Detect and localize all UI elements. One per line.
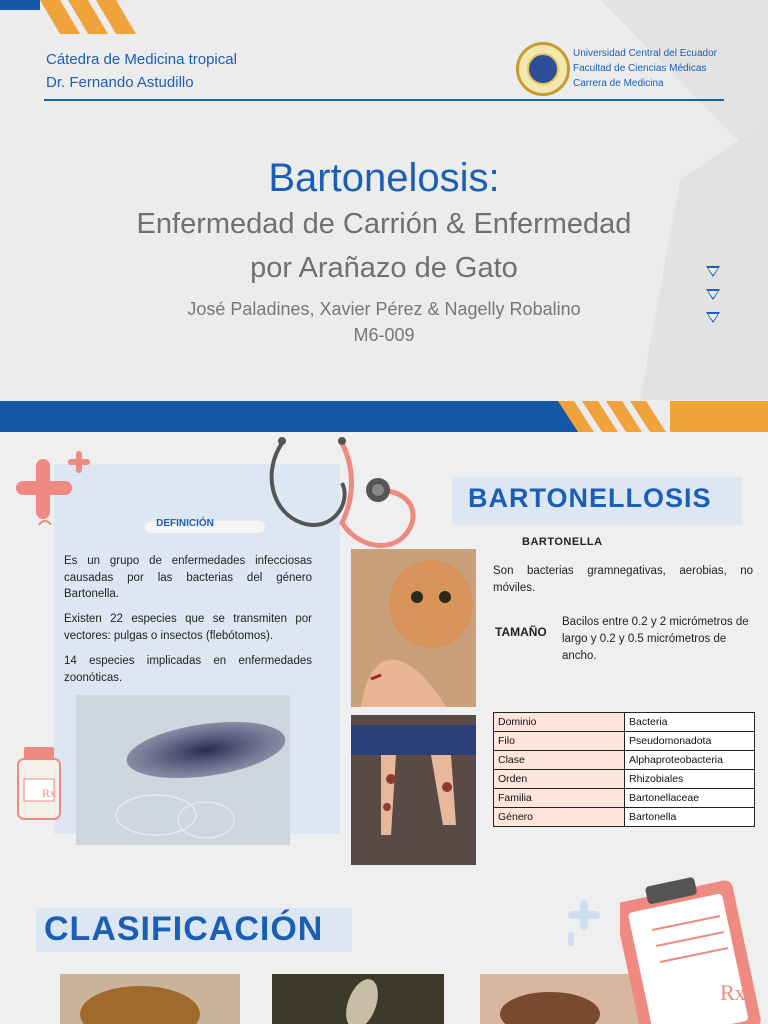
table-row: [494, 808, 755, 827]
table-row: [494, 751, 755, 770]
subtitle-line-1: Enfermedad de Carrión & Enfermedad: [136, 208, 632, 240]
table-row: [494, 713, 755, 732]
taxonomy-rank: Orden: [494, 770, 625, 789]
authors: José Paladines, Xavier Pérez & Nagelly Robalino: [187, 299, 581, 319]
taxonomy-value: Bartonella: [625, 808, 755, 827]
taxonomy-value: Pseudomonadota: [625, 732, 755, 751]
taxonomy-rank: Filo: [494, 732, 625, 751]
table-row: [494, 770, 755, 789]
svg-text:Rx: Rx: [720, 980, 746, 1005]
taxonomy-table: [493, 712, 755, 827]
definition-paragraph-3: 14 especies implicadas en enfermedades zoonóticas.: [64, 655, 312, 684]
table-row: [494, 789, 755, 808]
medicine-bottle-icon: [12, 745, 68, 841]
classification-heading-text: CLASIFICACIÓN: [44, 910, 324, 948]
university-name: Universidad Central del Ecuador: [573, 48, 717, 59]
career-name: Carrera de Medicina: [573, 78, 664, 89]
footer-stripes: [540, 401, 680, 432]
triangle-down-icon: [706, 312, 720, 323]
bartonella-description: Son bacterias gramnegativas, aerobias, no móviles.: [493, 565, 753, 594]
tamano-description: Bacilos entre 0.2 y 2 micrómetros de largo y 0.2 y 0.5 micrómetros de ancho.: [562, 616, 749, 662]
subtitle-line-2: por Arañazo de Gato: [250, 252, 518, 284]
authors-block: [0, 296, 768, 348]
group-code: M6-009: [353, 325, 415, 345]
title-slide: [0, 0, 768, 432]
definition-paragraph-1: Es un grupo de enfermedades infecciosas causadas por las bacterias del género Bartonella.: [64, 555, 312, 600]
tamano-label: TAMAÑO: [495, 625, 547, 639]
bartonellosis-heading: [452, 477, 742, 525]
university-seal-icon: [516, 42, 570, 96]
taxonomy-value: Bacteria: [625, 713, 755, 732]
taxonomy-rank: Familia: [494, 789, 625, 808]
faculty-name: Facultad de Ciencias Médicas: [573, 63, 707, 74]
course-name: Cátedra de Medicina tropical: [46, 51, 237, 68]
page-title: Bartonelosis:: [268, 156, 500, 200]
definition-paragraph-2: Existen 22 especies que se transmiten por vectores: pulgas o insectos (flebótomos).: [64, 613, 312, 642]
bartonella-label: BARTONELLA: [522, 536, 603, 548]
triangle-down-icon: [706, 289, 720, 300]
classification-heading: [36, 908, 352, 952]
bartonellosis-heading-text: BARTONELLOSIS: [468, 483, 712, 513]
triangle-down-icon: [706, 266, 720, 277]
classification-slide: [0, 866, 768, 1024]
top-stripes-decoration: [0, 0, 160, 34]
sparkle-plus-icon: [560, 896, 610, 946]
content-slide: [0, 433, 768, 865]
page-subtitle: [0, 202, 768, 290]
taxonomy-value: Bartonellaceae: [625, 789, 755, 808]
sandfly-photo: [272, 974, 444, 1024]
header-university: [573, 46, 717, 91]
legs-lesions-photo: [351, 715, 476, 865]
professor-name: Dr. Fernando Astudillo: [46, 74, 194, 91]
bacteria-micrograph: [76, 695, 290, 845]
definition-label: [145, 518, 265, 533]
plus-cross-icon: [16, 445, 96, 525]
cat-scratch-photo: [351, 549, 476, 707]
header-course: [46, 48, 237, 94]
definition-label-text: DEFINICIÓN: [156, 518, 214, 529]
svg-text:Rx: Rx: [42, 786, 57, 800]
header-divider: [44, 99, 724, 101]
taxonomy-rank: Dominio: [494, 713, 625, 732]
table-row: [494, 732, 755, 751]
footer-orange-bar: [670, 401, 768, 432]
taxonomy-rank: Género: [494, 808, 625, 827]
taxonomy-rank: Clase: [494, 751, 625, 770]
clipboard-icon: [620, 866, 768, 1024]
flea-photo: [60, 974, 240, 1024]
footer-blue-bar: [0, 401, 560, 432]
taxonomy-value: Rhizobiales: [625, 770, 755, 789]
stethoscope-icon: [262, 433, 422, 563]
taxonomy-value: Alphaproteobacteria: [625, 751, 755, 770]
